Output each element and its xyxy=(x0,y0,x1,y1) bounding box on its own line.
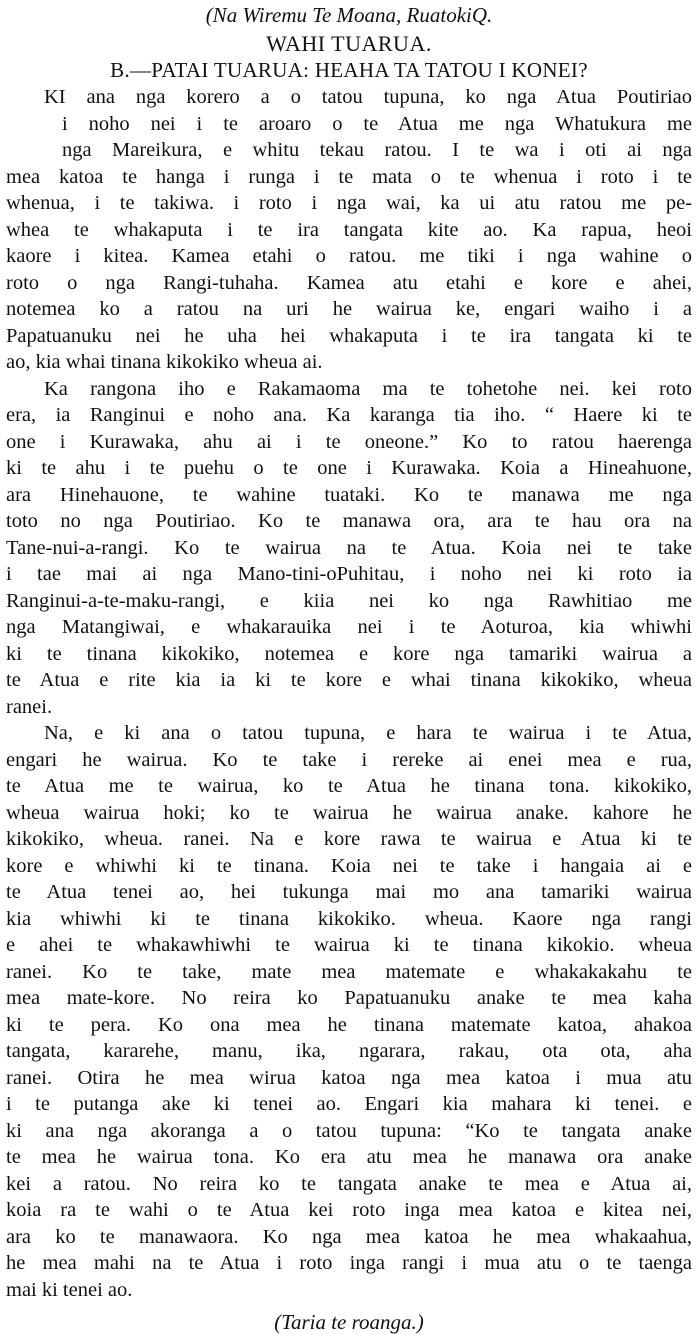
paragraph-line: nga Matangiwai, e whakarauika nei i te Aoturoa, kia whiwhi xyxy=(6,616,692,638)
paragraph-line: nga Mareikura, e whitu tekau ratou. I te wa i oti ai nga xyxy=(62,139,692,161)
paragraph-line: one i Kurawaka, ahu ai i te oneone.” Ko to ratou haerenga xyxy=(6,430,692,453)
question-subheading: B.—PATAI TUARUA: HEAHA TA TATOU I KONEI? xyxy=(110,58,588,82)
paragraph-line: KI ana nga korero a o tatou tupuna, ko nga Atua Poutiriao xyxy=(44,86,692,108)
paragraph-line: i noho nei i te aroaro o te Atua me nga Whatukura me xyxy=(62,112,692,135)
paragraph-line: ranei. Otira he mea wirua katoa nga mea katoa i mua atu xyxy=(6,1066,692,1089)
paragraph-line: te mea he wairua tona. Ko era atu mea he manawa ora anake xyxy=(6,1146,692,1168)
paragraph-line: kaore i kitea. Kamea etahi o ratou. me tiki i nga wahine o xyxy=(6,245,692,267)
paragraph-line: mea katoa te hanga i runga i te mata o te whenua i roto i te xyxy=(6,165,692,188)
author-byline: (Na Wiremu Te Moana, RuatokiQ. xyxy=(205,3,493,27)
paragraph-line: he mea mahi na te Atua i roto inga rangi i mua atu o te taenga xyxy=(6,1252,692,1274)
paragraph-line: koia ra te wahi o te Atua kei roto inga mea katoa e kitea nei, xyxy=(6,1199,692,1221)
paragraph-2 xyxy=(6,376,692,721)
paragraph-line: Na, e ki ana o tatou tupuna, e hara te wairua i te Atua, xyxy=(44,722,692,744)
paragraph-line: tangata, kararehe, manu, ika, ngarara, rakau, ota ota, aha xyxy=(6,1040,692,1062)
paragraph-line: roto o nga Rangi-tuhaha. Kamea atu etahi e kore e ahei, xyxy=(6,271,692,294)
paragraph-line: Papatuanuku nei he uha hei whakaputa i te ira tangata ki te xyxy=(6,324,692,347)
paragraph-line: kia whiwhi ki te tinana kikokiko. wheua. Kaore nga rangi xyxy=(6,907,692,930)
paragraph-line: wheua wairua hoki; ko te wairua he wairua anake. kahore he xyxy=(6,801,692,824)
paragraph-line: kore e whiwhi ki te tinana. Koia nei te take i hangaia ai e xyxy=(6,854,692,877)
paragraph-3 xyxy=(6,720,692,1303)
paragraph-line: mea mate-kore. No reira ko Papatuanuku anake te mea kaha xyxy=(6,987,692,1009)
continued-note: (Taria te roanga.) xyxy=(274,1310,424,1334)
paragraph-line: Ka rangona iho e Rakamaomа ma te tohetohe nei. kei roto xyxy=(44,377,692,400)
paragraph-line: whea te whakaputa i te ira tangata kite ao. Ka rapua, heoi xyxy=(6,218,692,241)
paragraph-line: Tane-nui-a-rangi. Ko te wairua na te Atua. Koia nei te take xyxy=(6,536,692,559)
paragraph-line: ara ko te manawaora. Ko nga mea katoa he mea whakaahua, xyxy=(6,1225,692,1248)
paragraph-line: ki te pera. Ko ona mea he tinana matemate katoa, ahakoa xyxy=(6,1013,692,1036)
paragraph-line: whenua, i te takiwa. i roto i nga wai, ka ui atu ratou me pe- xyxy=(6,192,692,214)
paragraph-line: ao, kia whai tinana kikokiko wheua ai. xyxy=(6,351,323,373)
paragraph-line: te Atua tenei ao, hei tukunga mai mo ana tamariki wairua xyxy=(6,881,692,903)
paragraph-line: ara Hinehauone, te wahine tuataki. Ko te manawa me nga xyxy=(6,483,692,506)
paragraph-line: mai ki tenei ao. xyxy=(6,1278,133,1301)
paragraph-line: era, ia Ranginui e noho ana. Ka karanga tia iho. “ Haere ki te xyxy=(6,404,692,426)
paragraph-line: ranei. Ko te take, mate mea matemate e whakakakahu te xyxy=(6,960,692,983)
paragraph-line: i te putanga ake ki tenei ao. Engari kia mahara ki tenei. e xyxy=(6,1093,692,1115)
paragraph-line: te Atua me te wairua, ko te Atua he tinana tona. kikokiko, xyxy=(6,775,692,797)
paragraph-line: e ahei te whakawhiwhi te wairua ki te tinana kikokio. wheua xyxy=(6,934,692,956)
paragraph-line: ki ana nga akoranga a o tatou tupuna: “Ko te tangata anake xyxy=(6,1119,692,1142)
paragraph-line: ranei. xyxy=(6,695,53,718)
section-title: WAHI TUARUA. xyxy=(266,31,432,56)
paragraph-line: engari he wairua. Ko te take i rereke ai enei mea e rua, xyxy=(6,748,692,771)
paragraph-line: toto no nga Poutiriao. Ko te manawa ora, ara te hau ora na xyxy=(6,510,692,532)
paragraph-line: kei a ratou. No reira ko te tangata anake te mea e Atua ai, xyxy=(6,1172,692,1195)
paragraph-line: te Atua e rite kia ia ki te kore e whai tinana kikokiko, wheua xyxy=(6,669,692,691)
paragraph-line: ki te ahu i te puehu o te one i Kurawaka. Koia a Hineahuone, xyxy=(6,457,692,479)
paragraph-line: ki te tinana kikokiko, notemea e kore nga tamariki wairua a xyxy=(6,642,692,665)
paragraph-line: kikokiko, wheua. ranei. Na e kore rawa te wairua e Atua ki te xyxy=(6,828,692,850)
paragraph-line: Ranginui-a-te-maku-rangi, e kiia nei ko nga Rawhitiao me xyxy=(6,589,692,612)
paragraph-1 xyxy=(6,84,692,376)
document-page xyxy=(0,2,700,1334)
paragraph-line: i tae mai ai nga Mano-tini-oPuhitau, i noho nei ki roto ia xyxy=(6,563,692,585)
paragraph-line: notemea ko a ratou na uri he wairua ke, engari waiho i a xyxy=(6,298,692,320)
